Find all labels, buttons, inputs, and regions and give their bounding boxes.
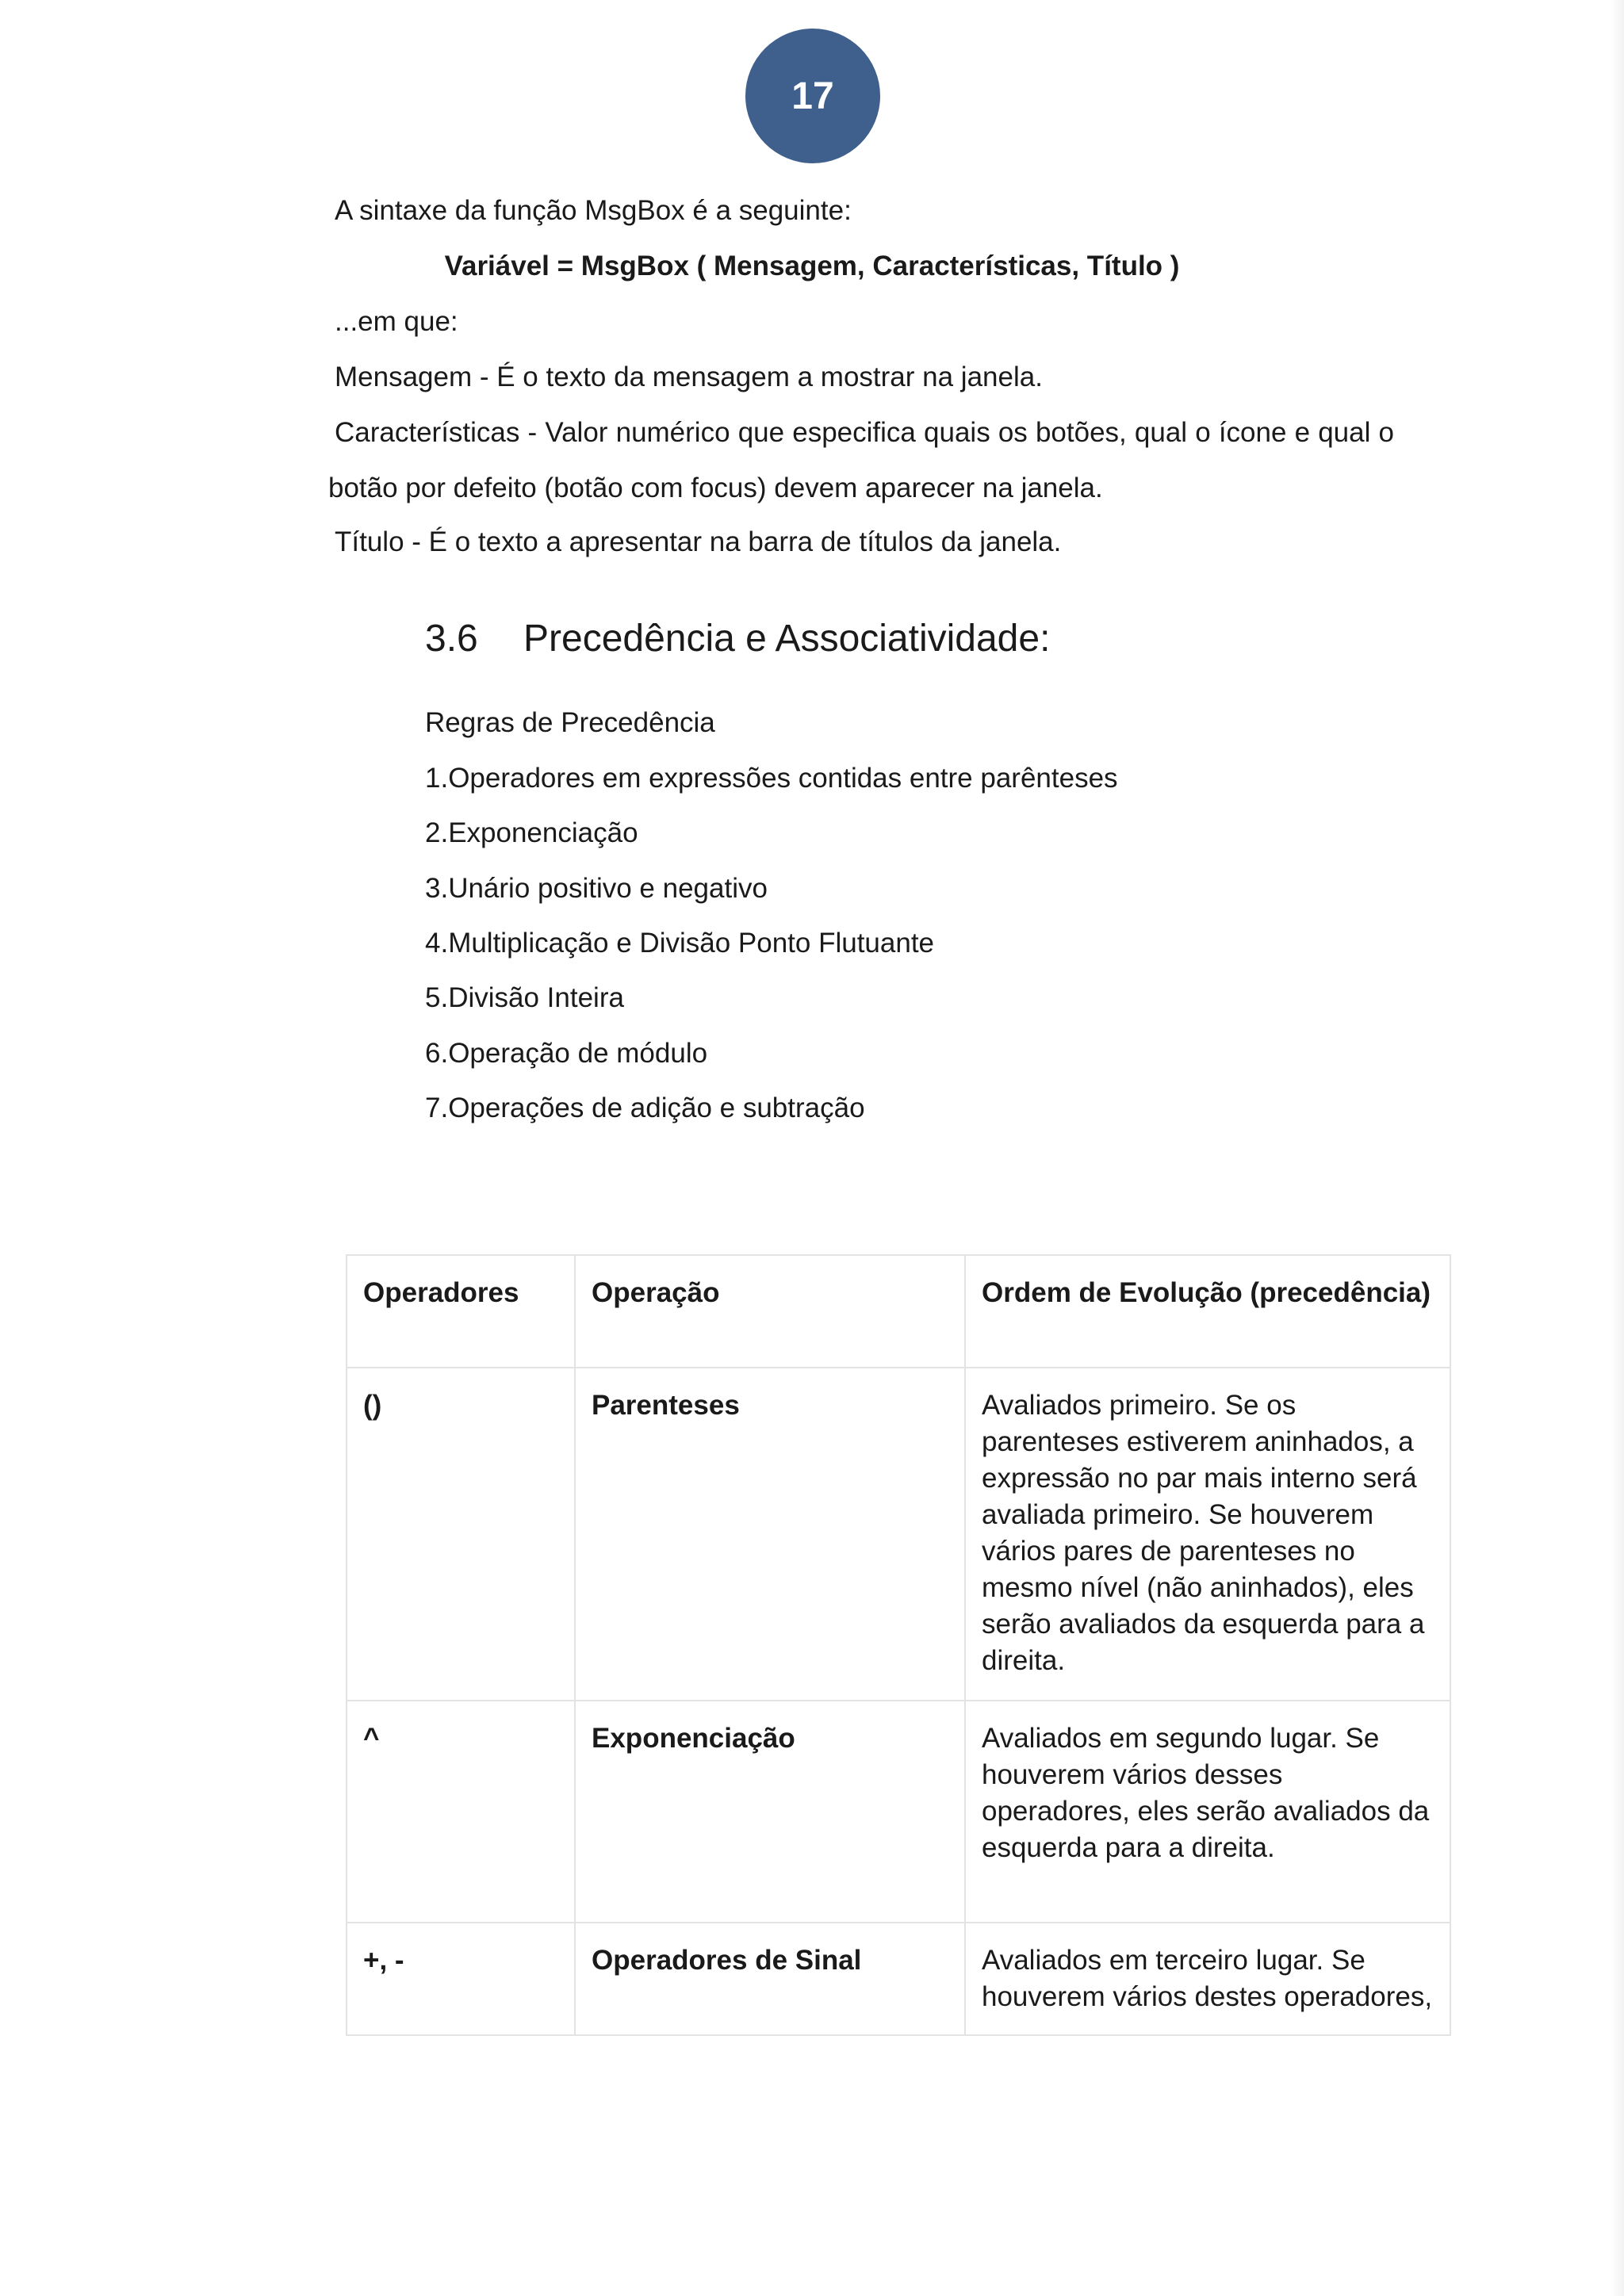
- order-cell: Avaliados em segundo lugar. Se houverem vários desses operadores, eles serão avaliados da esquerda para a direita.: [965, 1701, 1450, 1923]
- header-ordem: Ordem de Evolução (precedência): [965, 1255, 1450, 1368]
- msgbox-syntax: Variável = MsgBox ( Mensagem, Características, Título ): [444, 251, 1180, 281]
- titulo-description: Título - É o texto a apresentar na barra de títulos da janela.: [335, 526, 1062, 557]
- caracteristicas-description-line2: botão por defeito (botão com focus) devem aparecer na janela.: [328, 473, 1103, 503]
- precedence-table: [346, 1254, 1451, 2036]
- order-cell: Avaliados em terceiro lugar. Se houverem vários destes operadores,: [965, 1923, 1450, 2035]
- page-number: 17: [791, 75, 834, 117]
- table-row: [347, 1923, 1450, 2035]
- table-row: [347, 1701, 1450, 1923]
- rule-item: 6.Operação de módulo: [425, 1038, 708, 1069]
- rule-item: 4.Multiplicação e Divisão Ponto Flutuante: [425, 928, 935, 959]
- page-edge-shadow: [1611, 0, 1624, 2296]
- operation-cell: Parenteses: [575, 1368, 965, 1701]
- operator-cell: ^: [347, 1701, 575, 1923]
- operator-cell: (): [347, 1368, 575, 1701]
- section-heading: [425, 615, 1050, 663]
- mensagem-description: Mensagem - É o texto da mensagem a mostrar na janela.: [335, 362, 1043, 392]
- caracteristicas-description-line1: Características - Valor numérico que especifica quais os botões, qual o ícone e qual o: [335, 417, 1394, 448]
- rule-item: 5.Divisão Inteira: [425, 982, 624, 1013]
- section-title: Precedência e Associatividade:: [523, 618, 1051, 660]
- rule-item: 2.Exponenciação: [425, 817, 638, 848]
- rule-item: 7.Operações de adição e subtração: [425, 1093, 865, 1123]
- rules-heading: Regras de Precedência: [425, 707, 715, 738]
- intro-line: A sintaxe da função MsgBox é a seguinte:: [335, 195, 852, 226]
- table-header-row: [347, 1255, 1450, 1368]
- section-number: 3.6: [425, 618, 478, 660]
- intro-em-que: ...em que:: [335, 306, 458, 337]
- order-cell: Avaliados primeiro. Se os parenteses estiverem aninhados, a expressão no par mais interno será avaliada primeiro. Se houverem vários pares de parenteses no mesmo nível (não aninhados), eles serão avaliados da esquerda para a direita.: [965, 1368, 1450, 1701]
- operation-cell: Operadores de Sinal: [575, 1923, 965, 2035]
- header-operadores: Operadores: [347, 1255, 575, 1368]
- header-operacao: Operação: [575, 1255, 965, 1368]
- operation-cell: Exponenciação: [575, 1701, 965, 1923]
- table-row: [347, 1368, 1450, 1701]
- rule-item: 1.Operadores em expressões contidas entre parênteses: [425, 763, 1118, 794]
- page-number-badge: [745, 29, 880, 163]
- operator-cell: +, -: [347, 1923, 575, 2035]
- rule-item: 3.Unário positivo e negativo: [425, 873, 768, 904]
